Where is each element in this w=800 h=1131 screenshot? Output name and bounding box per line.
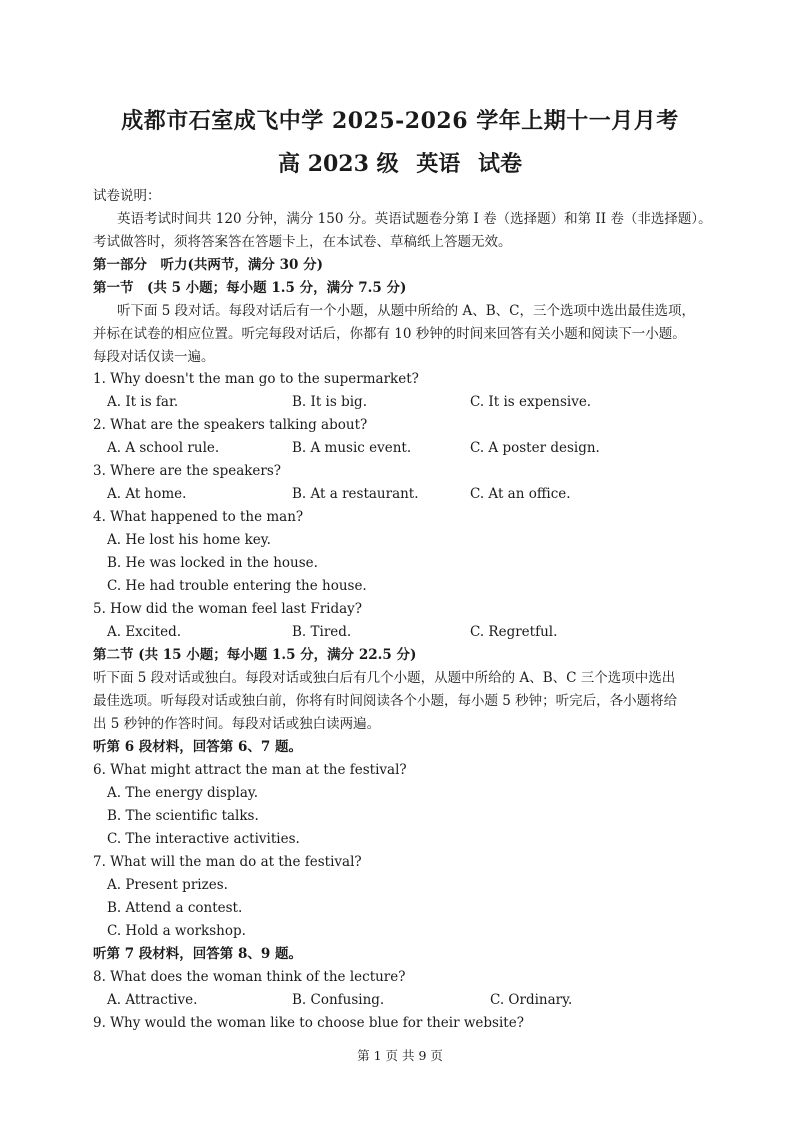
q4-option-b: B. He was locked in the house. — [107, 555, 318, 571]
question-4: 4. What happened to the man? — [93, 509, 304, 525]
grade-label: 高 2023 级 — [278, 151, 399, 177]
q2-option-b: B. A music event. — [292, 440, 412, 456]
question-6: 6. What might attract the man at the festival? — [93, 762, 407, 778]
exam-title: 成都市石室成飞中学 2025-2026 学年上期十一月月考 — [121, 108, 679, 134]
paper-label: 试卷 — [477, 151, 522, 177]
question-5: 5. How did the woman feel last Friday? — [93, 601, 363, 617]
q6-option-b: B. The scientific talks. — [107, 808, 259, 824]
section2-instr-1: 听下面 5 段对话或独白。每段对话或独白后有几个小题，从题中所给的 A、B、C 三个选项中选出 — [93, 670, 676, 686]
q4-option-a: A. He lost his home key. — [107, 532, 271, 548]
part1-heading: 第一部分 听力(共两节，满分 30 分) — [93, 257, 323, 273]
question-8: 8. What does the woman think of the lecture? — [93, 969, 406, 985]
q7-option-a: A. Present prizes. — [107, 877, 228, 893]
intro-line-2: 考试做答时，须将答案答在答题卡上，在本试卷、草稿纸上答题无效。 — [93, 234, 512, 250]
q2-option-a: A. A school rule. — [107, 440, 220, 456]
question-2: 2. What are the speakers talking about? — [93, 417, 368, 433]
exam-subtitle — [0, 147, 800, 178]
question-3: 3. Where are the speakers? — [93, 463, 282, 479]
q6-option-c: C. The interactive activities. — [107, 831, 300, 847]
q1-option-c: C. It is expensive. — [470, 394, 592, 410]
q7-option-c: C. Hold a workshop. — [107, 923, 246, 939]
q1-option-a: A. It is far. — [107, 394, 179, 410]
section2-heading: 第二节 (共 15 小题；每小题 1.5 分，满分 22.5 分) — [93, 647, 417, 663]
question-9: 9. Why would the woman like to choose blue for their website? — [93, 1015, 524, 1031]
subject-label: 英语 — [416, 151, 461, 177]
section1-instr-3: 每段对话仅读一遍。 — [93, 349, 215, 365]
page-footer: 第 1 页 共 9 页 — [357, 1048, 443, 1063]
q8-option-b: B. Confusing. — [292, 992, 385, 1008]
q3-option-c: C. At an office. — [470, 486, 571, 502]
question-7: 7. What will the man do at the festival? — [93, 854, 362, 870]
q4-option-c: C. He had trouble entering the house. — [107, 578, 367, 594]
intro-label: 试卷说明： — [93, 188, 161, 204]
q8-option-c: C. Ordinary. — [490, 992, 573, 1008]
section2-instr-3: 出 5 秒钟的作答时间。每段对话或独白读两遍。 — [93, 716, 381, 732]
section1-instr-1: 听下面 5 段对话。每段对话后有一个小题，从题中所给的 A、B、C，三个选项中选出最佳选项， — [117, 303, 695, 319]
q3-option-a: A. At home. — [107, 486, 187, 502]
section1-instr-2: 并标在试卷的相应位置。听完每段对话后，你都有 10 秒钟的时间来回答有关小题和阅读下一小题。 — [93, 326, 686, 342]
section2-instr-2: 最佳选项。听每段对话或独白前，你将有时间阅读各个小题，每小题 5 秒钟；听完后，各小题将给 — [93, 693, 678, 709]
q6-option-a: A. The energy display. — [107, 785, 259, 801]
section1-heading: 第一节 (共 5 小题；每小题 1.5 分，满分 7.5 分) — [93, 280, 407, 296]
question-1: 1. Why doesn't the man go to the supermarket? — [93, 371, 419, 387]
q8-option-a: A. Attractive. — [107, 992, 198, 1008]
q2-option-c: C. A poster design. — [470, 440, 600, 456]
q5-option-a: A. Excited. — [107, 624, 182, 640]
material-6-heading: 听第 6 段材料，回答第 6、7 题。 — [93, 739, 302, 755]
intro-line-1: 英语考试时间共 120 分钟，满分 150 分。英语试题卷分第 I 卷（选择题）和第 II 卷（非选择题）。 — [117, 211, 712, 227]
q7-option-b: B. Attend a contest. — [107, 900, 243, 916]
q1-option-b: B. It is big. — [292, 394, 367, 410]
material-7-heading: 听第 7 段材料，回答第 8、9 题。 — [93, 946, 302, 962]
q5-option-c: C. Regretful. — [470, 624, 558, 640]
q5-option-b: B. Tired. — [292, 624, 352, 640]
q3-option-b: B. At a restaurant. — [292, 486, 419, 502]
